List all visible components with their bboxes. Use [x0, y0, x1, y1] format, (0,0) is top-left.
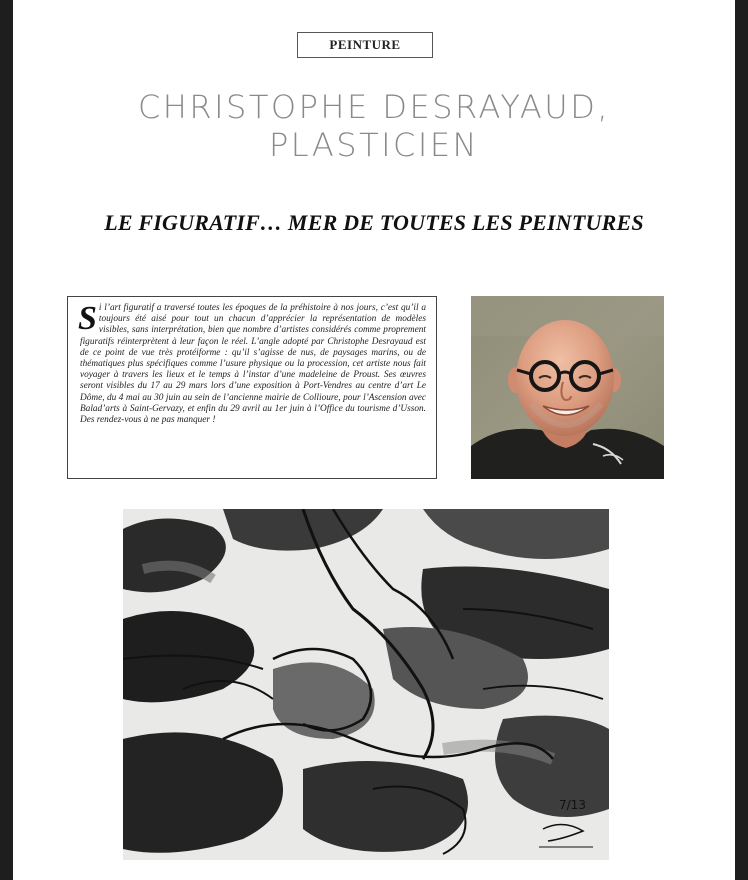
section-rubric: PEINTURE	[297, 32, 433, 58]
article-subtitle: LE FIGURATIF… MER DE TOUTES LES PEINTURES	[104, 210, 644, 235]
ink-painting-artwork	[123, 509, 609, 860]
magazine-page	[13, 0, 735, 880]
article-title	[13, 88, 735, 164]
title-line-1: CHRISTOPHE DESRAYAUD,	[137, 88, 611, 126]
drop-cap: S	[78, 300, 97, 337]
article-body: i l’art figuratif a traversé toutes les époques de la préhistoire à nos jours, c’est qu’il a toujours été aisé pour tout un chacun d’apprécier la représentation de modèles visibles, sans interprétation, bien que nombre d’artistes considérés comme proprement figuratifs réinterprètent à leur façon le réel. L’angle adopté par Christophe Desrayaud est de ce point de vue très protéiforme : qu’il s’agisse de nus, de paysages marins, ou de thématiques plus spécifiques comme l’usure physique ou la procession, cet artiste nous fait voyager à travers les lieux et le temps à l’instar d’une madeleine de Proust. Ses œuvres seront visibles du 17 au 29 mars lors d’une exposition à Port-Vendres au centre d’art Le Dôme, du 4 mai au 30 juin au sein de l’ancienne mairie de Collioure, pour l’Ascension avec Balad’arts à Saint-Gervazy, et enfin du 29 avril au 1er juin à l’Office du tourisme d’Usson. Des rendez-vous à ne pas manquer !	[80, 303, 426, 426]
article-text-box	[67, 296, 437, 479]
artist-portrait-photo	[471, 296, 664, 479]
painting-signature: 7/13	[559, 798, 586, 812]
title-line-2: PLASTICIEN	[269, 126, 479, 164]
